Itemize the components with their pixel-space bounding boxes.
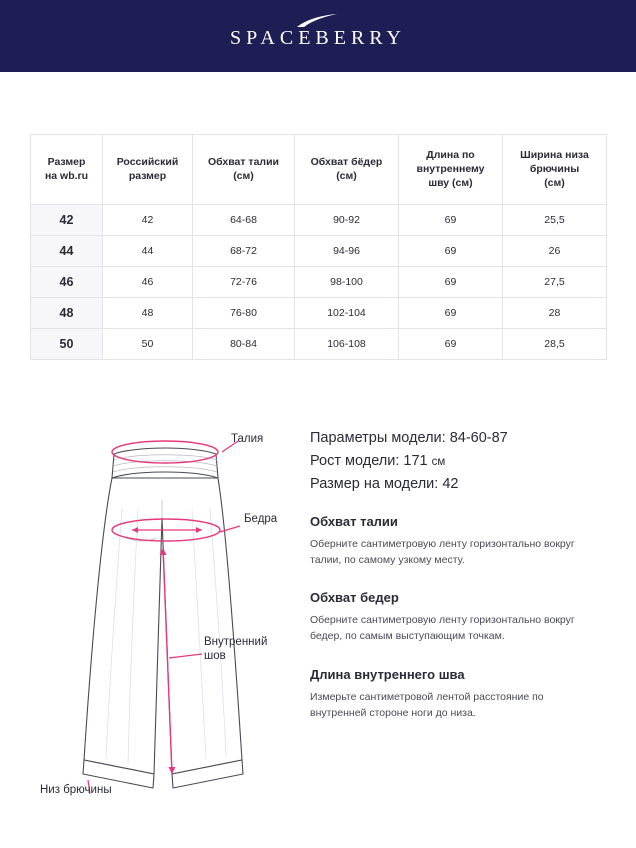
section-waist: [310, 514, 610, 569]
cell-waist: 68-72: [193, 235, 295, 266]
cell-ru-size: 50: [103, 328, 193, 359]
table-header: [31, 135, 607, 205]
cell-hips: 94-96: [295, 235, 399, 266]
column-header-inseam: Длина по внутреннему шву (см): [399, 135, 503, 205]
table-row: [31, 235, 607, 266]
cell-wb-size: 42: [31, 204, 103, 235]
label-hem: Низ брючины: [40, 783, 112, 796]
cell-waist: 76-80: [193, 297, 295, 328]
cell-hem-width: 25,5: [503, 204, 607, 235]
cell-wb-size: 48: [31, 297, 103, 328]
cell-ru-size: 42: [103, 204, 193, 235]
section-hips-title: Обхват бедер: [310, 590, 399, 606]
section-inseam: [310, 667, 610, 722]
section-inseam-title: Длина внутреннего шва: [310, 666, 465, 682]
model-size: Размер на модели: 42: [310, 475, 459, 492]
trousers-illustration: [26, 408, 302, 808]
cell-ru-size: 48: [103, 297, 193, 328]
page-header: [0, 0, 636, 72]
table-row: [31, 328, 607, 359]
cell-inseam: 69: [399, 328, 503, 359]
brand-name: SPACEBERRY: [230, 26, 406, 49]
cell-inseam: 69: [399, 297, 503, 328]
column-header-waist: Обхват талии (см): [193, 135, 295, 205]
cell-ru-size: 44: [103, 235, 193, 266]
cell-ru-size: 46: [103, 266, 193, 297]
cell-wb-size: 50: [31, 328, 103, 359]
section-hips: [310, 590, 610, 645]
column-header-ru-size: Российский размер: [103, 135, 193, 205]
cell-hem-width: 28: [503, 297, 607, 328]
brand-logo: [230, 23, 406, 50]
table-row: [31, 204, 607, 235]
cell-inseam: 69: [399, 235, 503, 266]
cell-hips: 106-108: [295, 328, 399, 359]
model-params: Параметры модели: 84-60-87: [310, 429, 508, 446]
table-body: [31, 204, 607, 359]
cell-inseam: 69: [399, 266, 503, 297]
model-height-unit: см: [431, 455, 446, 468]
cell-wb-size: 46: [31, 266, 103, 297]
label-inseam-line1: Внутренний: [204, 635, 268, 648]
size-table-container: [30, 134, 606, 360]
label-inseam: [204, 635, 296, 664]
measurement-guide: [0, 408, 636, 808]
column-header-hem-width: Ширина низа брючины (см): [503, 135, 607, 205]
model-height-value: Рост модели: 171: [310, 452, 428, 469]
section-hips-text: Оберните сантиметровую ленту горизонтально вокруг бедер, по самым выступающим точкам.: [310, 614, 575, 643]
label-inseam-line2: шов: [204, 649, 226, 662]
cell-hem-width: 27,5: [503, 266, 607, 297]
column-header-hips: Обхват бёдер (см): [295, 135, 399, 205]
table-row: [31, 266, 607, 297]
cell-hips: 90-92: [295, 204, 399, 235]
table-row: [31, 297, 607, 328]
swoosh-icon: [295, 12, 341, 35]
size-table: [30, 134, 607, 360]
cell-hips: 102-104: [295, 297, 399, 328]
label-hips: Бедра: [244, 512, 278, 525]
table-header-row: [31, 135, 607, 205]
cell-hem-width: 28,5: [503, 328, 607, 359]
column-header-wb-size: Размер на wb.ru: [31, 135, 103, 205]
section-waist-title: Обхват талии: [310, 513, 398, 529]
cell-wb-size: 44: [31, 235, 103, 266]
cell-inseam: 69: [399, 204, 503, 235]
label-waist: Талия: [231, 432, 264, 445]
cell-waist: 72-76: [193, 266, 295, 297]
model-info-column: [302, 408, 610, 808]
cell-hem-width: 26: [503, 235, 607, 266]
section-waist-text: Оберните сантиметровую ленту горизонтально вокруг талии, по самому узкому месту.: [310, 537, 575, 566]
cell-waist: 64-68: [193, 204, 295, 235]
cell-waist: 80-84: [193, 328, 295, 359]
cell-hips: 98-100: [295, 266, 399, 297]
model-height: [310, 453, 610, 469]
section-inseam-text: Измерьте сантиметровой лентой расстояние по внутренней стороне ноги до низа.: [310, 690, 544, 719]
trousers-diagram-svg: [26, 408, 302, 808]
